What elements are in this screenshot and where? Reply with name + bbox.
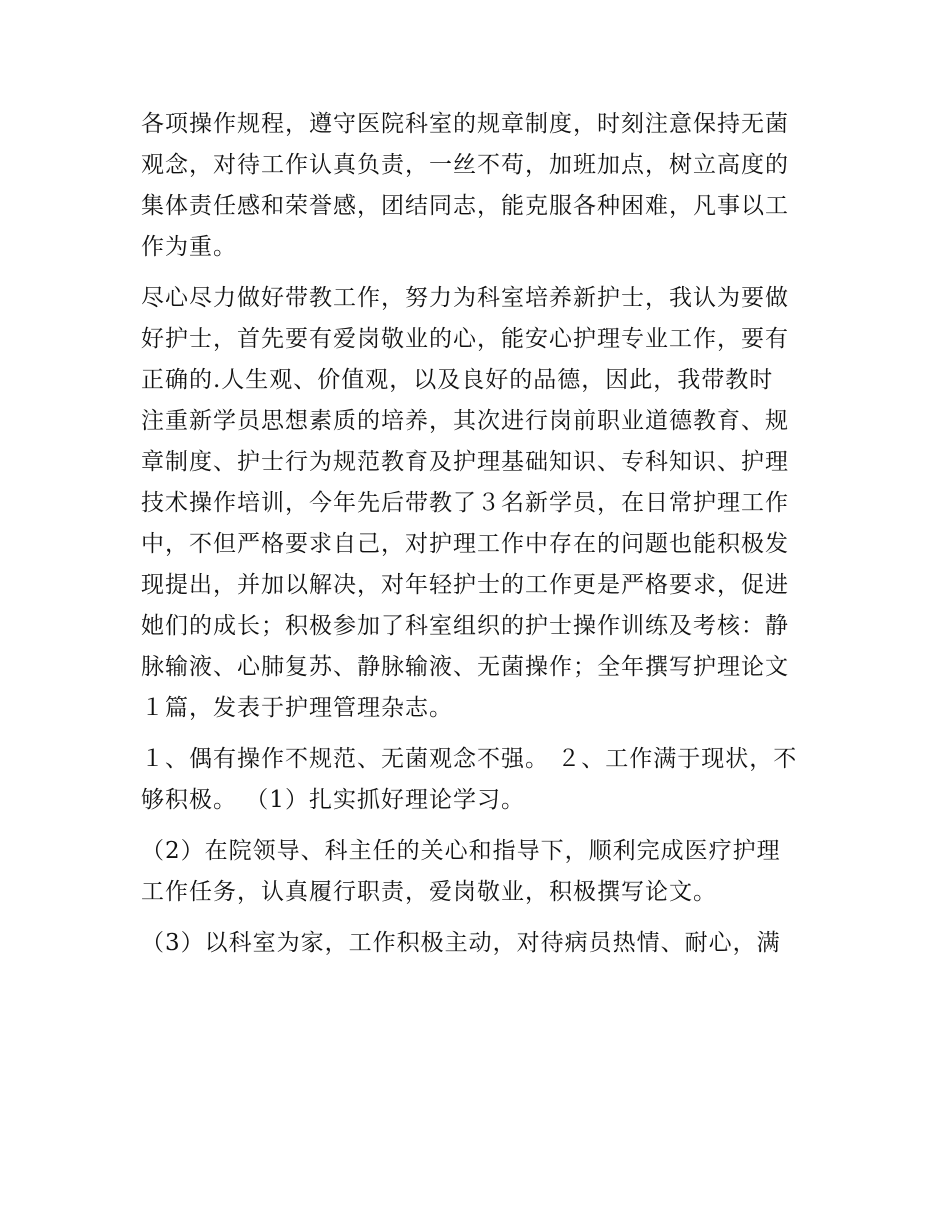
text-line: 章制度、护士行为规范教育及护理基础知识、专科知识、护理 — [141, 449, 789, 475]
text-line: 各项操作规程，遵守医院科室的规章制度，时刻注意保持无菌 — [141, 111, 789, 137]
text-line: １、偶有操作不规范、无菌观念不强。 ２、工作满于现状，不 — [141, 746, 798, 772]
text-line: 技术操作培训，今年先后带教了３名新学员，在日常护理工作 — [141, 490, 789, 516]
text-line: １篇，发表于护理管理杂志。 — [141, 695, 453, 721]
text-line: 中，不但严格要求自己，对护理工作中存在的问题也能积极发 — [141, 531, 789, 557]
text-line: 注重新学员思想素质的培养，其次进行岗前职业道德教育、规 — [141, 408, 789, 434]
text-line: 够积极。 （1）扎实抓好理论学习。 — [141, 787, 525, 813]
text-line: 脉输液、心肺复苏、静脉输液、无菌操作；全年撰写护理论文 — [141, 654, 789, 680]
text-line: （3）以科室为家，工作积极主动，对待病员热情、耐心，满 — [141, 930, 781, 956]
text-line: 现提出，并加以解决，对年轻护士的工作更是严格要求，促进 — [141, 572, 789, 598]
text-line: 观念，对待工作认真负责，一丝不苟，加班加点，树立高度的 — [141, 152, 789, 178]
text-line: 正确的.人生观、价值观，以及良好的品德，因此，我带教时 — [141, 367, 774, 393]
document-body — [141, 104, 821, 964]
text-line: （2）在院领导、科主任的关心和指导下，顺利完成医疗护理 — [141, 838, 781, 864]
text-line: 作为重。 — [141, 234, 237, 260]
text-line: 工作任务，认真履行职责，爱岗敬业，积极撰写论文。 — [141, 879, 717, 905]
text-line: 好护士，首先要有爱岗敬业的心，能安心护理专业工作，要有 — [141, 326, 789, 352]
text-line: 尽心尽力做好带教工作，努力为科室培养新护士，我认为要做 — [141, 285, 789, 311]
text-line: 她们的成长；积极参加了科室组织的护士操作训练及考核：静 — [141, 613, 789, 639]
text-line: 集体责任感和荣誉感，团结同志，能克服各种困难，凡事以工 — [141, 193, 789, 219]
